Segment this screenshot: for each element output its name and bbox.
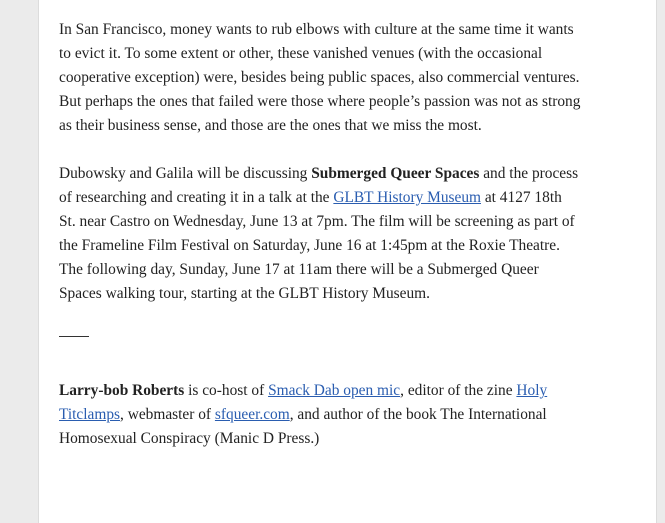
film-title: Submerged Queer Spaces <box>311 165 480 182</box>
glbt-museum-link[interactable]: GLBT History Museum <box>333 189 481 206</box>
section-divider <box>59 336 89 337</box>
bio-text-b: , editor of the zine <box>400 382 517 399</box>
smack-dab-link[interactable]: Smack Dab open mic <box>268 382 401 399</box>
sfqueer-link[interactable]: sfqueer.com <box>214 406 290 423</box>
bio-text-a: is co-host of <box>184 382 269 399</box>
event-text-a: Dubowsky and Galila will be discussing <box>59 165 312 182</box>
author-name: Larry-bob Roberts <box>59 382 185 399</box>
paragraph-event-details <box>59 162 581 306</box>
holy-titclamps-link[interactable]: Holy Titclamps <box>59 382 548 423</box>
event-text-b: and the process of researching and creating it in a talk at the <box>59 165 579 206</box>
article-body <box>59 18 581 451</box>
event-text-c: at 4127 18th St. near Castro on Wednesday, June 13 at 7pm. The film will be screening as part of the Frameline Film Festival on Saturday, June 16 at 1:45pm at the Roxie Theatre. The following day, Sunday, June 17 at 11am there will be a Submerged Queer Spaces walking tour, starting at the GLBT History Museum. <box>59 189 575 302</box>
bio-text-c: , webmaster of <box>120 406 215 423</box>
bio-text-d: , and author of the book The International Homosexual Conspiracy (Manic D Press.) <box>59 406 547 447</box>
author-bio <box>59 379 581 451</box>
paragraph-venues: In San Francisco, money wants to rub elbows with culture at the same time it wants to evict it. To some extent or other, these vanished venues (with the occasional cooperative exception) were, besides being public spaces, also commercial ventures. But perhaps the ones that failed were those where people’s passion was not as strong as their business sense, and those are the ones that we miss the most. <box>59 21 581 134</box>
